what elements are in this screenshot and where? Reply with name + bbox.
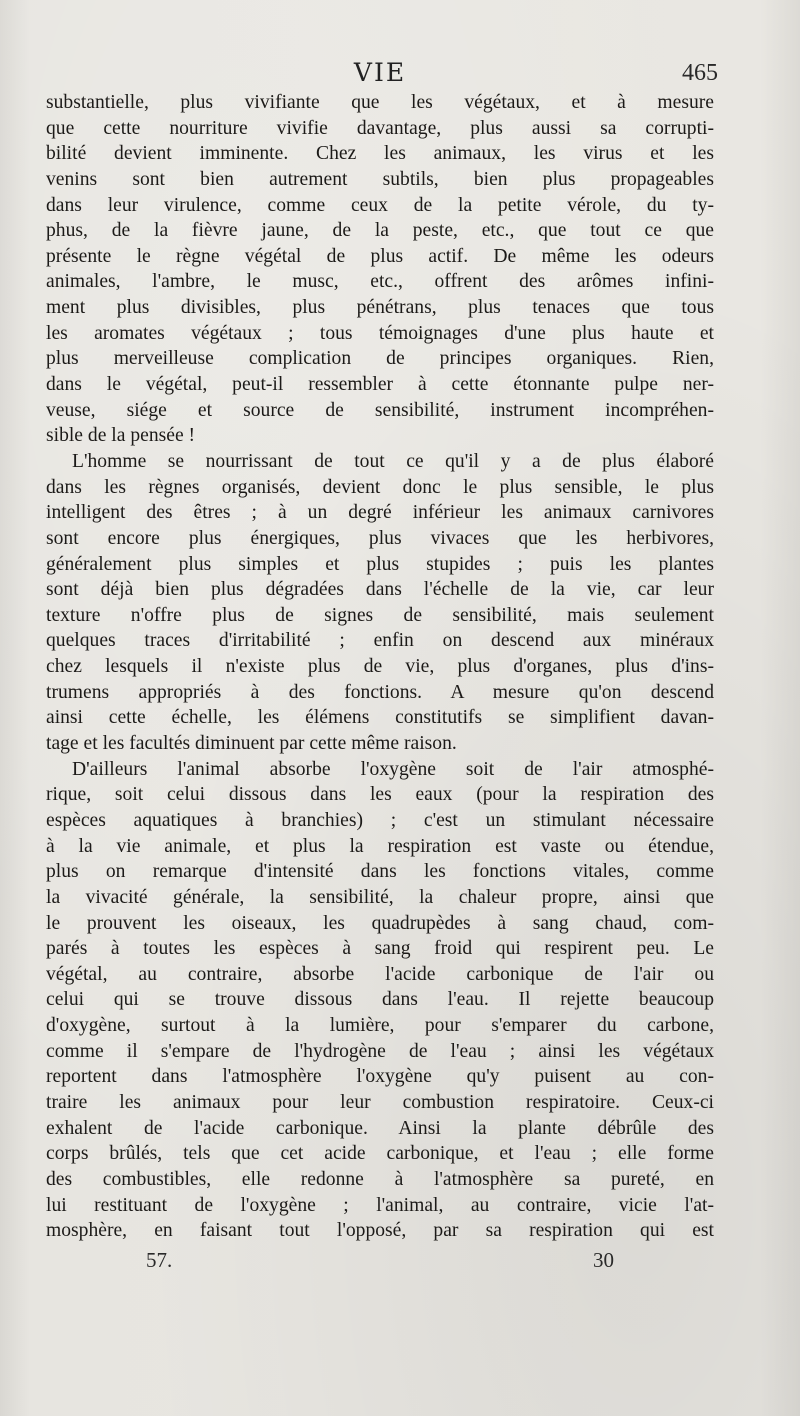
text-line: sont encore plus énergiques, plus vivaces que les herbivores, xyxy=(46,527,714,549)
text-line: quelques traces d'irritabilité ; enfin on descend aux minéraux xyxy=(46,630,714,652)
running-head: VIE xyxy=(353,58,407,87)
text-line: venins sont bien autrement subtils, bien plus propageables xyxy=(46,168,714,190)
text-line: plus merveilleuse complication de principes organiques. Rien, xyxy=(46,348,714,370)
text-line: dans le végétal, peut-il ressembler à cette étonnante pulpe ner- xyxy=(46,374,714,396)
paragraph-start-line: D'ailleurs l'animal absorbe l'oxygène soit de l'air atmosphé- xyxy=(72,758,714,780)
text-line: des combustibles, elle redonne à l'atmosphère sa pureté, en xyxy=(46,1168,714,1190)
text-line: sible de la pensée ! xyxy=(46,425,196,447)
text-line: que cette nourriture vivifie davantage, plus aussi sa corrupti- xyxy=(46,117,714,139)
text-line: tage et les facultés diminuent par cette même raison. xyxy=(46,733,457,755)
text-line: le prouvent les oiseaux, les quadrupèdes à sang chaud, com- xyxy=(46,912,714,934)
text-line: intelligent des êtres ; à un degré inférieur les animaux carnivores xyxy=(46,502,714,524)
paragraph-start-line: L'homme se nourrissant de tout ce qu'il y a de plus élaboré xyxy=(72,450,714,472)
text-line: rique, soit celui dissous dans les eaux (pour la respiration des xyxy=(46,784,714,806)
text-line: chez lesquels il n'existe plus de vie, plus d'organes, plus d'ins- xyxy=(46,656,714,678)
text-line: mosphère, en faisant tout l'opposé, par sa respiration qui est xyxy=(46,1220,714,1242)
text-line: animales, l'ambre, le musc, etc., offrent des arômes infini- xyxy=(46,271,714,293)
text-line: ainsi cette échelle, les élémens constitutifs se simplifient davan- xyxy=(46,707,714,729)
page-header xyxy=(46,58,718,92)
text-line: généralement plus simples et plus stupides ; puis les plantes xyxy=(46,553,714,575)
text-line: traire les animaux pour leur combustion respiratoire. Ceux-ci xyxy=(46,1091,714,1113)
text-line: texture n'offre plus de signes de sensibilité, mais seulement xyxy=(46,604,714,626)
text-line: exhalent de l'acide carbonique. Ainsi la plante débrûle des xyxy=(46,1117,714,1139)
text-line: bilité devient imminente. Chez les animaux, les virus et les xyxy=(46,143,714,165)
text-line: corps brûlés, tels que cet acide carbonique, et l'eau ; elle forme xyxy=(46,1143,714,1165)
text-line: présente le règne végétal de plus actif. De même les odeurs xyxy=(46,245,714,267)
text-line: comme il s'empare de l'hydrogène de l'eau ; ainsi les végétaux xyxy=(46,1040,714,1062)
sheet-number: 30 xyxy=(593,1248,614,1272)
signature-mark: 57. xyxy=(146,1248,173,1272)
text-line: trumens appropriés à des fonctions. A mesure qu'on descend xyxy=(46,681,714,703)
text-line: d'oxygène, surtout à la lumière, pour s'emparer du carbone, xyxy=(46,1015,714,1037)
text-line: dans les règnes organisés, devient donc le plus sensible, le plus xyxy=(46,476,714,498)
text-line: celui qui se trouve dissous dans l'eau. Il rejette beaucoup xyxy=(46,989,714,1011)
text-line: substantielle, plus vivifiante que les végétaux, et à mesure xyxy=(46,92,714,113)
page-footer xyxy=(46,1248,714,1276)
body-text xyxy=(46,90,714,1244)
text-line: veuse, siége et source de sensibilité, instrument incompréhen- xyxy=(46,399,714,421)
text-line: reportent dans l'atmosphère l'oxygène qu'y puisent au con- xyxy=(46,1066,714,1088)
text-line: la vivacité générale, la sensibilité, la chaleur propre, ainsi que xyxy=(46,886,714,908)
text-line: phus, de la fièvre jaune, de la peste, etc., que tout ce que xyxy=(46,220,714,242)
text-line: lui restituant de l'oxygène ; l'animal, au contraire, vicie l'at- xyxy=(46,1194,714,1216)
text-line: végétal, au contraire, absorbe l'acide carbonique de l'air ou xyxy=(46,963,714,985)
text-line: sont déjà bien plus dégradées dans l'échelle de la vie, car leur xyxy=(46,579,714,601)
text-line: parés à toutes les espèces à sang froid qui respirent peu. Le xyxy=(46,938,714,960)
text-line: dans leur virulence, comme ceux de la petite vérole, du ty- xyxy=(46,194,714,216)
text-line: à la vie animale, et plus la respiration est vaste ou étendue, xyxy=(46,835,714,857)
text-line: ment plus divisibles, plus pénétrans, plus tenaces que tous xyxy=(46,297,714,319)
text-line: plus on remarque d'intensité dans les fonctions vitales, comme xyxy=(46,861,714,883)
page-number: 465 xyxy=(682,60,718,86)
text-line: les aromates végétaux ; tous témoignages d'une plus haute et xyxy=(46,322,714,344)
text-line: espèces aquatiques à branchies) ; c'est un stimulant nécessaire xyxy=(46,809,714,831)
